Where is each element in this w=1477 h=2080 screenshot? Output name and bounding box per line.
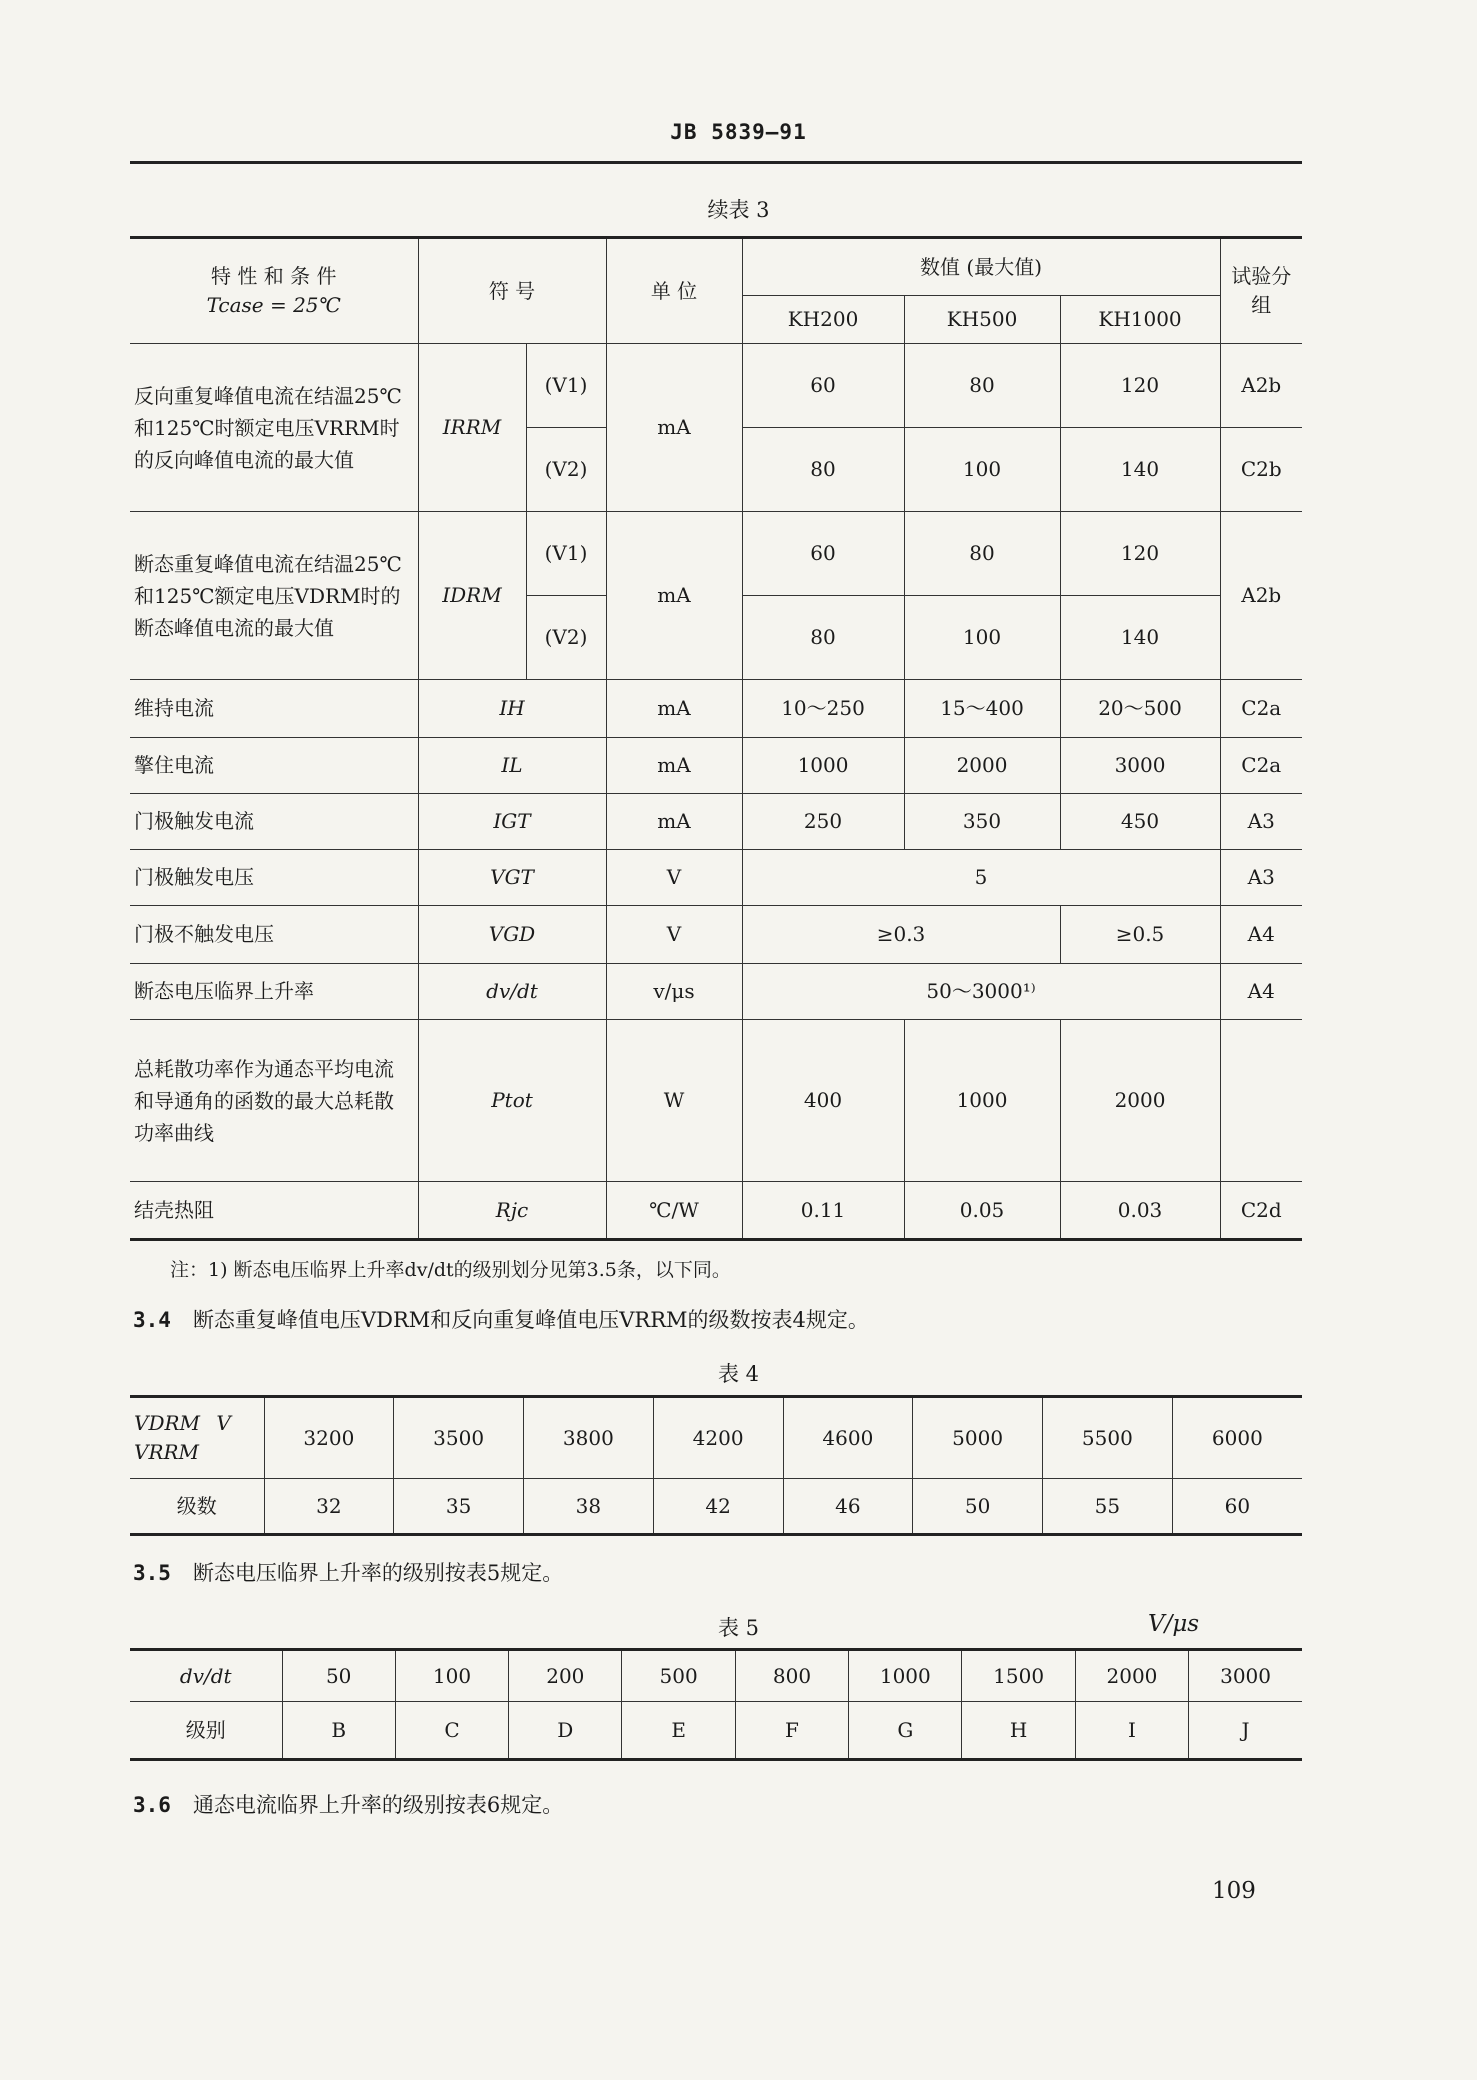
- grade-d: D: [509, 1702, 622, 1760]
- igt-kh1000: 450: [1060, 794, 1220, 850]
- dvdt-unit: v/μs: [606, 964, 742, 1020]
- il-group: C2a: [1220, 738, 1302, 794]
- vrrm-label: VRRM: [134, 1440, 200, 1464]
- irrm-cond-v2: (V2): [526, 428, 606, 512]
- il-name: 擎住电流: [130, 738, 418, 794]
- ptot-group: [1220, 1020, 1302, 1182]
- rate-800: 800: [735, 1650, 848, 1702]
- clause-3-6-num: 3.6: [133, 1793, 171, 1817]
- cond-header-line2: Tcase = 25℃: [206, 293, 341, 317]
- model-kh200: KH200: [742, 296, 904, 344]
- voltage-3500: 3500: [394, 1397, 524, 1479]
- clause-3-6: [133, 1789, 563, 1819]
- vgd-unit: V: [606, 906, 742, 964]
- voltage-unit-label: V: [216, 1411, 231, 1435]
- rjc-kh200: 0.11: [742, 1182, 904, 1240]
- clause-3-5-text: 断态电压临界上升率的级别按表5规定。: [192, 1561, 564, 1585]
- ih-group: C2a: [1220, 680, 1302, 738]
- page-number: 109: [1212, 1878, 1256, 1904]
- clause-3-4-text: 断态重复峰值电压VDRM和反向重复峰值电压VRRM的级数按表4规定。: [192, 1308, 869, 1332]
- ih-unit: mA: [606, 680, 742, 738]
- igt-name: 门极触发电流: [130, 794, 418, 850]
- irrm-v2-kh200: 80: [742, 428, 904, 512]
- ptot-name: 总耗散功率作为通态平均电流和导通角的函数的最大总耗散功率曲线: [130, 1020, 418, 1182]
- grade-e: E: [622, 1702, 735, 1760]
- il-kh1000: 3000: [1060, 738, 1220, 794]
- grade-h: H: [962, 1702, 1075, 1760]
- vgd-name: 门极不触发电压: [130, 906, 418, 964]
- irrm-v2-kh1000: 140: [1060, 428, 1220, 512]
- ptot-symbol: Ptot: [418, 1020, 606, 1182]
- voltage-4600: 4600: [783, 1397, 913, 1479]
- rate-200: 200: [509, 1650, 622, 1702]
- idrm-v1-kh500: 80: [904, 512, 1060, 596]
- rate-1000: 1000: [849, 1650, 962, 1702]
- voltage-3200: 3200: [264, 1397, 394, 1479]
- rate-1500: 1500: [962, 1650, 1075, 1702]
- irrm-v1-kh200: 60: [742, 344, 904, 428]
- ptot-kh1000: 2000: [1060, 1020, 1220, 1182]
- idrm-v2-kh200: 80: [742, 596, 904, 680]
- level-38: 38: [524, 1479, 654, 1535]
- grade-g: G: [849, 1702, 962, 1760]
- clause-3-5-num: 3.5: [133, 1561, 171, 1585]
- dvdt-header: dv/dt: [130, 1650, 282, 1702]
- table5-caption: 表 5: [717, 1616, 760, 1640]
- voltage-6000: 6000: [1172, 1397, 1302, 1479]
- il-kh200: 1000: [742, 738, 904, 794]
- header-rule: [130, 161, 1302, 164]
- table-4: [130, 1395, 1302, 1536]
- rate-50: 50: [282, 1650, 395, 1702]
- irrm-v1-kh1000: 120: [1060, 344, 1220, 428]
- ih-symbol: IH: [418, 680, 606, 738]
- vdrm-label: VDRM: [134, 1411, 201, 1435]
- unit-header: 单 位: [606, 238, 742, 344]
- dvdt-group: A4: [1220, 964, 1302, 1020]
- vgt-unit: V: [606, 850, 742, 906]
- il-symbol: IL: [418, 738, 606, 794]
- dvdt-name: 断态电压临界上升率: [130, 964, 418, 1020]
- voltage-5000: 5000: [913, 1397, 1043, 1479]
- il-unit: mA: [606, 738, 742, 794]
- grade-j: J: [1189, 1702, 1302, 1760]
- irrm-v1-kh500: 80: [904, 344, 1060, 428]
- igt-kh200: 250: [742, 794, 904, 850]
- level-count-label: 级数: [130, 1479, 264, 1535]
- irrm-v1-group: A2b: [1220, 344, 1302, 428]
- rjc-symbol: Rjc: [418, 1182, 606, 1240]
- igt-kh500: 350: [904, 794, 1060, 850]
- test-group-header: 试验分组: [1220, 238, 1302, 344]
- grade-b: B: [282, 1702, 395, 1760]
- igt-unit: mA: [606, 794, 742, 850]
- idrm-unit: mA: [606, 512, 742, 680]
- table3-caption: 续表 3: [707, 198, 770, 222]
- grade-f: F: [735, 1702, 848, 1760]
- idrm-v2-kh500: 100: [904, 596, 1060, 680]
- idrm-group: A2b: [1220, 512, 1302, 680]
- vgt-symbol: VGT: [418, 850, 606, 906]
- idrm-symbol: IDRM: [418, 512, 526, 680]
- irrm-name: 反向重复峰值电流在结温25℃和125℃时额定电压VRRM时的反向峰值电流的最大值: [130, 344, 418, 512]
- rjc-kh1000: 0.03: [1060, 1182, 1220, 1240]
- idrm-name: 断态重复峰值电流在结温25℃和125℃额定电压VDRM时的断态峰值电流的最大值: [130, 512, 418, 680]
- table5-unit: V/μs: [1148, 1611, 1200, 1637]
- vgt-value: 5: [742, 850, 1220, 906]
- standard-header: JB 5839—91: [670, 120, 807, 144]
- table4-caption: 表 4: [717, 1362, 760, 1386]
- ptot-kh200: 400: [742, 1020, 904, 1182]
- voltage-3800: 3800: [524, 1397, 654, 1479]
- symbol-header: 符 号: [418, 238, 606, 344]
- ptot-kh500: 1000: [904, 1020, 1060, 1182]
- igt-group: A3: [1220, 794, 1302, 850]
- rjc-kh500: 0.05: [904, 1182, 1060, 1240]
- dvdt-value: 50～3000¹⁾: [742, 964, 1220, 1020]
- rate-2000: 2000: [1075, 1650, 1188, 1702]
- dvdt-symbol: dv/dt: [418, 964, 606, 1020]
- idrm-v1-kh200: 60: [742, 512, 904, 596]
- level-50: 50: [913, 1479, 1043, 1535]
- ih-name: 维持电流: [130, 680, 418, 738]
- level-42: 42: [653, 1479, 783, 1535]
- ih-kh1000: 20～500: [1060, 680, 1220, 738]
- grade-i: I: [1075, 1702, 1188, 1760]
- rjc-name: 结壳热阻: [130, 1182, 418, 1240]
- value-group-header: 数值 (最大值): [742, 238, 1220, 296]
- idrm-cond-v2: (V2): [526, 596, 606, 680]
- grade-c: C: [395, 1702, 508, 1760]
- level-55: 55: [1043, 1479, 1173, 1535]
- idrm-cond-v1: (V1): [526, 512, 606, 596]
- idrm-v1-kh1000: 120: [1060, 512, 1220, 596]
- rjc-group: C2d: [1220, 1182, 1302, 1240]
- level-35: 35: [394, 1479, 524, 1535]
- model-kh500: KH500: [904, 296, 1060, 344]
- vgd-group: A4: [1220, 906, 1302, 964]
- voltage-5500: 5500: [1043, 1397, 1173, 1479]
- cond-header-line1: 特 性 和 条 件: [211, 264, 337, 288]
- irrm-v2-group: C2b: [1220, 428, 1302, 512]
- voltage-4200: 4200: [653, 1397, 783, 1479]
- vgd-symbol: VGD: [418, 906, 606, 964]
- il-kh500: 2000: [904, 738, 1060, 794]
- vgt-group: A3: [1220, 850, 1302, 906]
- level-60: 60: [1172, 1479, 1302, 1535]
- rjc-unit: ℃/W: [606, 1182, 742, 1240]
- table3-note: 注：1) 断态电压临界上升率dv/dt的级别划分见第3.5条，以下同。: [170, 1259, 731, 1281]
- clause-3-4: [133, 1304, 869, 1334]
- rate-100: 100: [395, 1650, 508, 1702]
- ih-kh500: 15～400: [904, 680, 1060, 738]
- irrm-symbol: IRRM: [418, 344, 526, 512]
- igt-symbol: IGT: [418, 794, 606, 850]
- clause-3-4-num: 3.4: [133, 1308, 171, 1332]
- model-kh1000: KH1000: [1060, 296, 1220, 344]
- ptot-unit: W: [606, 1020, 742, 1182]
- ih-kh200: 10～250: [742, 680, 904, 738]
- table4-voltage-header: [130, 1397, 264, 1479]
- irrm-v2-kh500: 100: [904, 428, 1060, 512]
- clause-3-6-text: 通态电流临界上升率的级别按表6规定。: [192, 1793, 564, 1817]
- table-3: [130, 236, 1302, 1241]
- rate-500: 500: [622, 1650, 735, 1702]
- idrm-v2-kh1000: 140: [1060, 596, 1220, 680]
- table-5: [130, 1648, 1302, 1761]
- vgd-value-b: ≥0.5: [1060, 906, 1220, 964]
- clause-3-5: [133, 1557, 563, 1587]
- grade-label: 级别: [130, 1702, 282, 1760]
- vgd-value-a: ≥0.3: [742, 906, 1060, 964]
- irrm-cond-v1: (V1): [526, 344, 606, 428]
- cond-header: [130, 238, 418, 344]
- irrm-unit: mA: [606, 344, 742, 512]
- level-46: 46: [783, 1479, 913, 1535]
- level-32: 32: [264, 1479, 394, 1535]
- vgt-name: 门极触发电压: [130, 850, 418, 906]
- rate-3000: 3000: [1189, 1650, 1302, 1702]
